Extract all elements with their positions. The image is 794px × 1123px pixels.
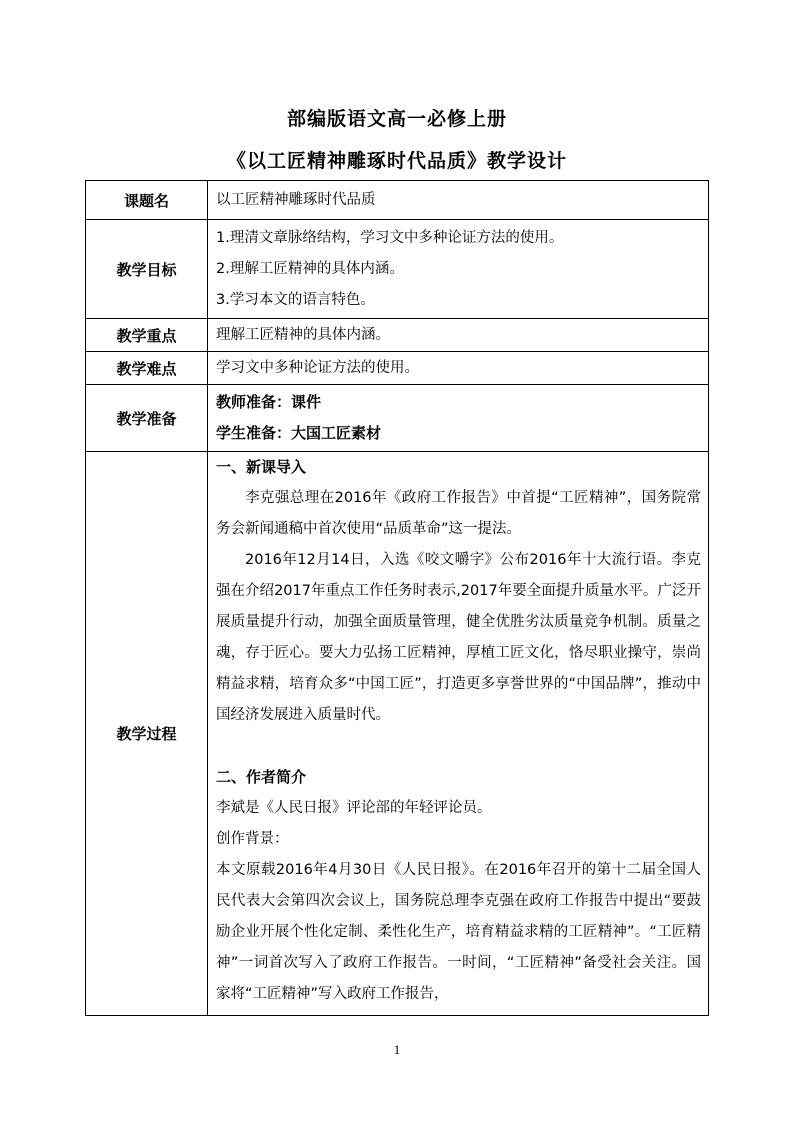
document-subtitle: 《以工匠精神雕琢时代品质》教学设计 [226,150,567,172]
section2-heading: 二、作者简介 [216,768,307,786]
preparation-value [208,385,709,452]
goal-item: 2.理解工匠精神的具体内涵。 [216,260,404,277]
topic-label: 课题名 [86,181,208,220]
section1-heading: 一、新课导入 [216,458,307,476]
preparation-label: 教学准备 [86,385,208,452]
process-label: 教学过程 [86,452,208,1016]
background-paragraph: 本文原载2016年4月30日《人民日报》。在2016年召开的第十二届全国人民代表大会第四次会议上，国务院总理李克强在政府工作报告中提出“要鼓励企业开展个性化定制、柔性化生产，培育精益求精的工匠精神”。“工匠精神”一词首次写入了政府工作报告。一时间，“工匠精神”备受社会关注。国家将“工匠精神”写入政府工作报告， [216,862,701,1002]
row-process [86,452,709,1016]
key-point-text: 理解工匠精神的具体内涵。 [216,326,390,343]
process-content [208,452,709,1016]
blank-line [216,731,701,762]
lesson-plan-table [85,180,709,1016]
document-title: 部编版语文高一必修上册 [286,108,507,130]
row-goals [86,220,709,319]
difficulty-text: 学习文中多种论证方法的使用。 [216,359,419,376]
key-point-value [208,319,709,352]
author-intro: 李斌是《人民日报》评论部的年轻评论员。 [216,800,492,816]
section1-paragraph: 李克强总理在2016年《政府工作报告》中首提“工匠精神”，国务院常务会新闻通稿中首次使用“品质革命”这一提法。 [216,490,701,537]
goals-label: 教学目标 [86,220,208,319]
section1-paragraph: 2016年12月14日，入选《咬文嚼字》公布2016年十大流行语。李克强在介绍2017年重点工作任务时表示,2017年要全面提升质量水平。广泛开展质量提升行动，加强全面质量管理，健全优胜劣汰质量竞争机制。质量之魂，存于匠心。要大力弘扬工匠精神，厚植工匠文化，恪尽职业操守，崇尚精益求精，培育众多“中国工匠”，打造更多享誉世界的“中国品牌”，推动中国经济发展进入质量时代。 [216,552,701,723]
teacher-preparation: 教师准备：课件 [216,393,322,411]
row-difficulty [86,352,709,385]
goal-item: 3.学习本文的语言特色。 [216,291,375,308]
row-topic [86,181,709,220]
key-point-label: 教学重点 [86,319,208,352]
goals-list [208,220,709,319]
goal-item: 1.理清文章脉络结构，学习文中多种论证方法的使用。 [216,229,564,246]
difficulty-label: 教学难点 [86,352,208,385]
row-preparation [86,385,709,452]
difficulty-value [208,352,709,385]
background-label: 创作背景： [216,831,289,847]
student-preparation: 学生准备：大国工匠素材 [216,424,382,442]
topic-value [208,181,709,220]
topic-text: 以工匠精神雕琢时代品质 [216,191,376,208]
page-number: 1 [393,1042,401,1057]
row-key-point [86,319,709,352]
